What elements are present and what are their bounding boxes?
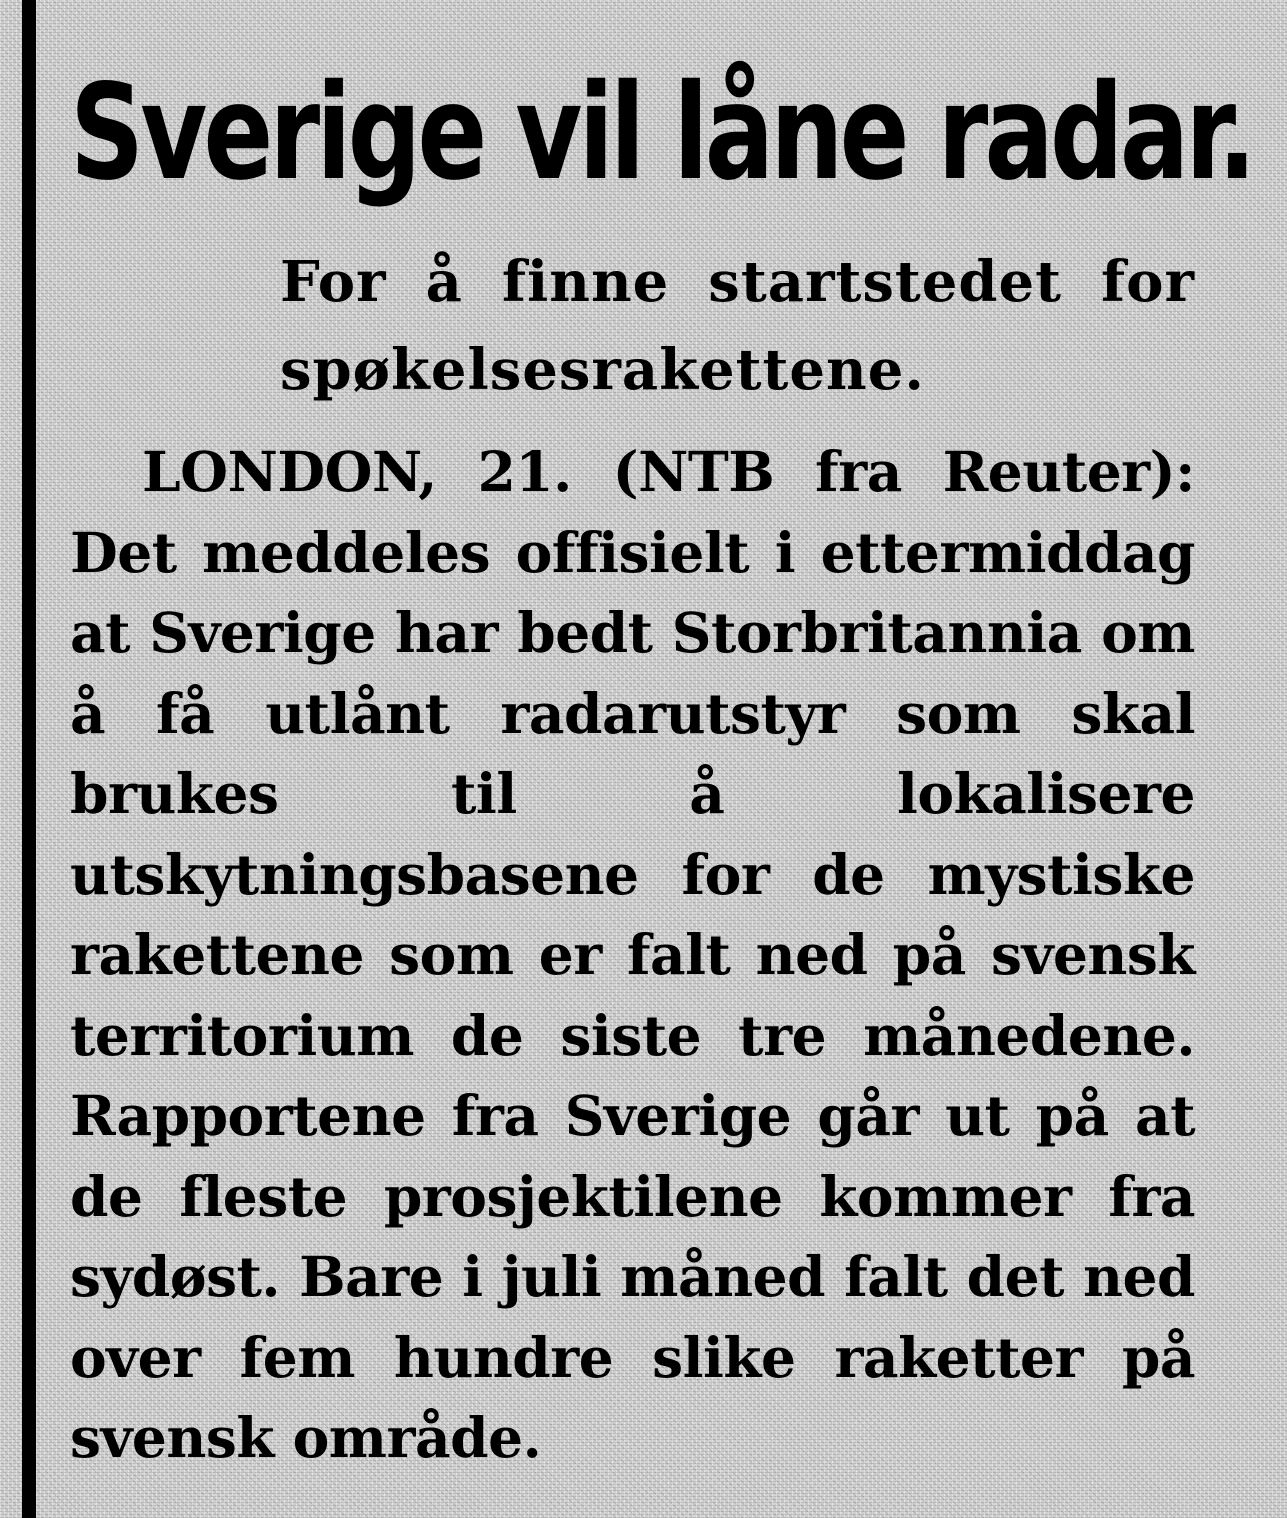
subheadline: For å finne startstedet for spøkelsesrakettene. (280, 249, 1195, 403)
headline: Sverige vil låne radar. (70, 56, 1253, 210)
column-rule (22, 0, 36, 1518)
news-article (70, 56, 1253, 1498)
body-text: Det meddeles offisielt i ettermiddag at Sverige har bedt Storbritannia om å få utlånt radarutstyr som skal brukes til å lokalisere utskytningsbasene for de mystiske rakettene som er falt ned på svensk territorium de siste tre månedene. Rapportene fra Sverige går ut på at de fleste prosjektilene kommer fra sydøst. Bare i juli måned falt det ned over fem hundre slike raketter på svensk område. (70, 519, 1195, 1470)
article-body (70, 432, 1195, 1479)
dateline: LONDON, 21. (NTB fra Reuter): (142, 439, 1195, 504)
